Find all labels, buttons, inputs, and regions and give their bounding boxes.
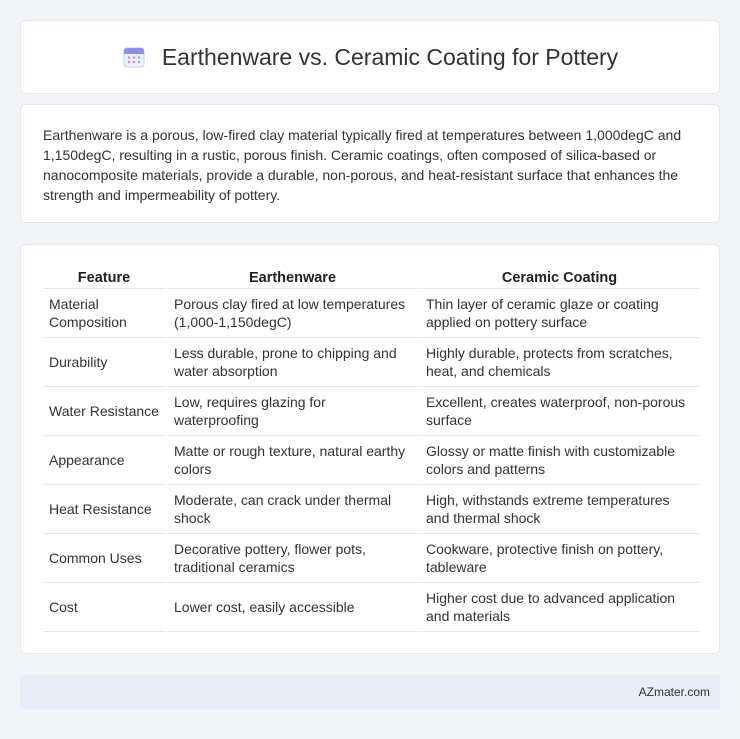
earthenware-cell: Porous clay fired at low temperatures (1,000-1,150degC)	[168, 289, 420, 338]
earthenware-cell: Moderate, can crack under thermal shock	[168, 485, 420, 534]
feature-cell: Heat Resistance	[43, 485, 168, 534]
feature-cell: Appearance	[43, 436, 168, 485]
feature-cell: Common Uses	[43, 534, 168, 583]
ceramic-coating-cell: Thin layer of ceramic glaze or coating applied on pottery surface	[420, 289, 699, 338]
earthenware-cell: Less durable, prone to chipping and water absorption	[168, 338, 420, 387]
earthenware-cell: Low, requires glazing for waterproofing	[168, 387, 420, 436]
table-row	[43, 534, 699, 583]
intro-card	[20, 104, 720, 223]
page-title: Earthenware vs. Ceramic Coating for Pottery	[161, 43, 619, 70]
feature-cell: Water Resistance	[43, 387, 168, 436]
title-card	[20, 20, 720, 94]
ceramic-coating-cell: Excellent, creates waterproof, non-porous surface	[420, 387, 699, 436]
table-header-row	[43, 265, 699, 289]
ceramic-coating-cell: Highly durable, protects from scratches, heat, and chemicals	[420, 338, 699, 387]
calendar-icon	[122, 45, 146, 69]
table-row	[43, 583, 699, 632]
earthenware-cell: Matte or rough texture, natural earthy colors	[168, 436, 420, 485]
ceramic-coating-cell: Glossy or matte finish with customizable colors and patterns	[420, 436, 699, 485]
table-row	[43, 387, 699, 436]
ceramic-coating-cell: Cookware, protective finish on pottery, tableware	[420, 534, 699, 583]
feature-cell: Cost	[43, 583, 168, 632]
ceramic-coating-cell: Higher cost due to advanced application and materials	[420, 583, 699, 632]
column-header-ceramic-coating: Ceramic Coating	[420, 265, 699, 289]
table-row	[43, 338, 699, 387]
ceramic-coating-cell: High, withstands extreme temperatures and thermal shock	[420, 485, 699, 534]
table-row	[43, 436, 699, 485]
feature-cell: Material Composition	[43, 289, 168, 338]
footer	[20, 675, 720, 709]
table-row	[43, 485, 699, 534]
footer-brand[interactable]: AZmater.com	[638, 685, 710, 699]
table-row	[43, 289, 699, 338]
column-header-earthenware: Earthenware	[168, 265, 420, 289]
comparison-card	[20, 244, 720, 654]
earthenware-cell: Lower cost, easily accessible	[168, 583, 420, 632]
earthenware-cell: Decorative pottery, flower pots, traditional ceramics	[168, 534, 420, 583]
feature-cell: Durability	[43, 338, 168, 387]
column-header-feature: Feature	[43, 265, 168, 289]
comparison-table	[43, 265, 699, 632]
intro-paragraph: Earthenware is a porous, low-fired clay material typically fired at temperatures between 1,000degC and 1,150degC, resulting in a rustic, porous finish. Ceramic coatings, often composed of silica-based or nanocomposite materials, provide a durable, non-porous, and heat-resistant surface that enhances the strength and impermeability of pottery.	[43, 127, 682, 203]
